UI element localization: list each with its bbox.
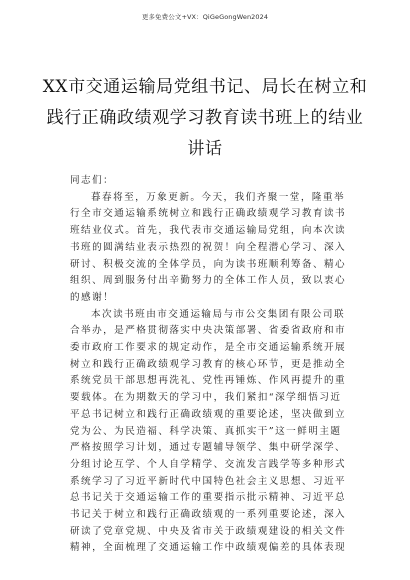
body-line: 研读了党章党规、中央及省市关于政绩观建设的相关文件 [70,525,347,537]
body-line: 严格按照学习计划，通过专题辅导领学、集中研学深学、 [70,442,347,454]
body-line: 班结业仪式。首先，我代表市交通运输局党组，向本次读 [70,225,347,237]
body-line: 树立和践行正确政绩观学习教育的核心环节，更是推动全 [70,358,347,370]
document-body [70,173,353,557]
body-line: 本次读书班由市交通运输局与市公交集团有限公司联 [91,308,346,320]
body-line: 书班的圆满结业表示热烈的祝贺！向全程潜心学习、深入 [70,241,347,253]
body-line: 行全市交通运输系统树立和践行正确政绩观学习教育读书 [70,208,347,220]
title-line: XX市交通运输局党组书记、局长在树立和 [42,77,368,97]
body-line: 书记关于树立和践行正确政绩观的一系列重要论述，深入 [70,509,347,521]
body-line: 系统党员干部思想再洗礼、党性再锤炼、作风再提升的重 [70,375,347,387]
header-banner: 更多免费公文+VX：QiGeGongWen2024 [141,13,269,21]
body-line: 党为公、为民造福、科学决策、真抓实干”这一鲜明主题 [70,425,342,437]
body-line: 系统学习了习近平新时代中国特色社会主义思想、习近平 [70,475,347,487]
title-line: 讲话 [187,139,223,159]
body-line: 要载体。在为期数天的学习中，我们紧扣“深学细悟习近 [70,392,342,404]
body-line: 分组讨论互学、个人自学精学、交流发言践学等多种形式 [70,458,347,470]
body-line: 组织、周到服务付出辛勤努力的全体工作人员，致以衷心 [70,275,347,287]
body-line: 总书记关于交通运输工作的重要指示批示精神、习近平总 [70,492,347,504]
body-line: 合举办，是严格贯彻落实中央决策部署、省委省政府和市 [70,325,347,337]
body-line: 精神，全面梳理了交通运输工作中政绩观偏差的具体表现 [70,542,347,554]
body-line: 平总书记树立和践行正确政绩观的重要论述，坚决做到立 [70,408,347,420]
document-title [40,72,370,165]
title-line: 践行正确政绩观学习教育读书班上的结业 [46,108,364,128]
body-line: 暮春将至，万象更新。今天，我们齐聚一堂，隆重举 [91,191,346,203]
body-line: 委市政府工作要求的规定动作，是全市交通运输系统开展 [70,342,347,354]
salutation: 同志们： [70,175,115,186]
body-line: 的感谢！ [70,291,115,303]
body-line: 研讨、积极交流的全体学员，向为读书班顺利筹备、精心 [70,258,347,270]
